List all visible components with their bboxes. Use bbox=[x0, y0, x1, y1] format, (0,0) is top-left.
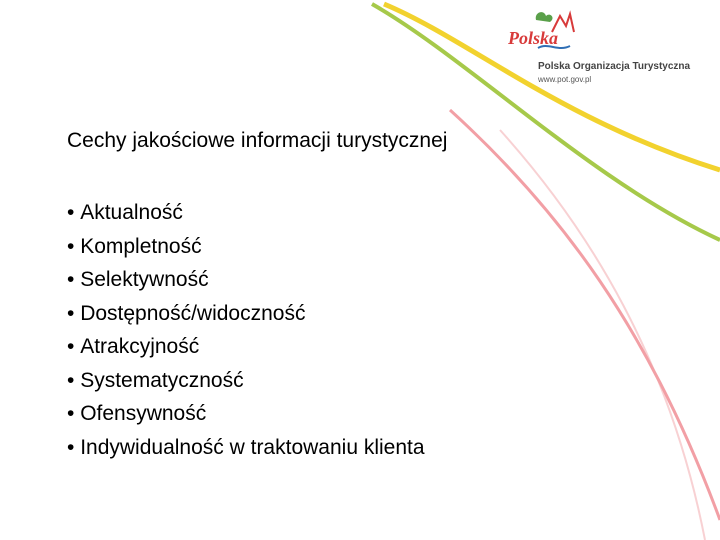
bullet-item: • Systematyczność bbox=[67, 364, 425, 398]
polska-logo bbox=[498, 6, 698, 86]
bullet-item: • Kompletność bbox=[67, 230, 425, 264]
logo-organization-name: Polska Organizacja Turystyczna bbox=[538, 61, 691, 72]
polska-logo-mark bbox=[498, 6, 588, 56]
logo-wordmark: Polska bbox=[508, 28, 559, 48]
bullet-item: • Ofensywność bbox=[67, 397, 425, 431]
bullet-list bbox=[67, 196, 425, 464]
red-swoosh bbox=[450, 110, 720, 520]
bullet-item: • Indywidualność w traktowaniu klienta bbox=[67, 431, 425, 465]
logo-tree-icon bbox=[536, 12, 553, 22]
slide-title: Cechy jakościowe informacji turystycznej bbox=[67, 129, 448, 152]
bullet-item: • Dostępność/widoczność bbox=[67, 297, 425, 331]
bullet-item: • Aktualność bbox=[67, 196, 425, 230]
bullet-item: • Selektywność bbox=[67, 263, 425, 297]
logo-url: www.pot.gov.pl bbox=[538, 75, 592, 84]
bullet-item: • Atrakcyjność bbox=[67, 330, 425, 364]
